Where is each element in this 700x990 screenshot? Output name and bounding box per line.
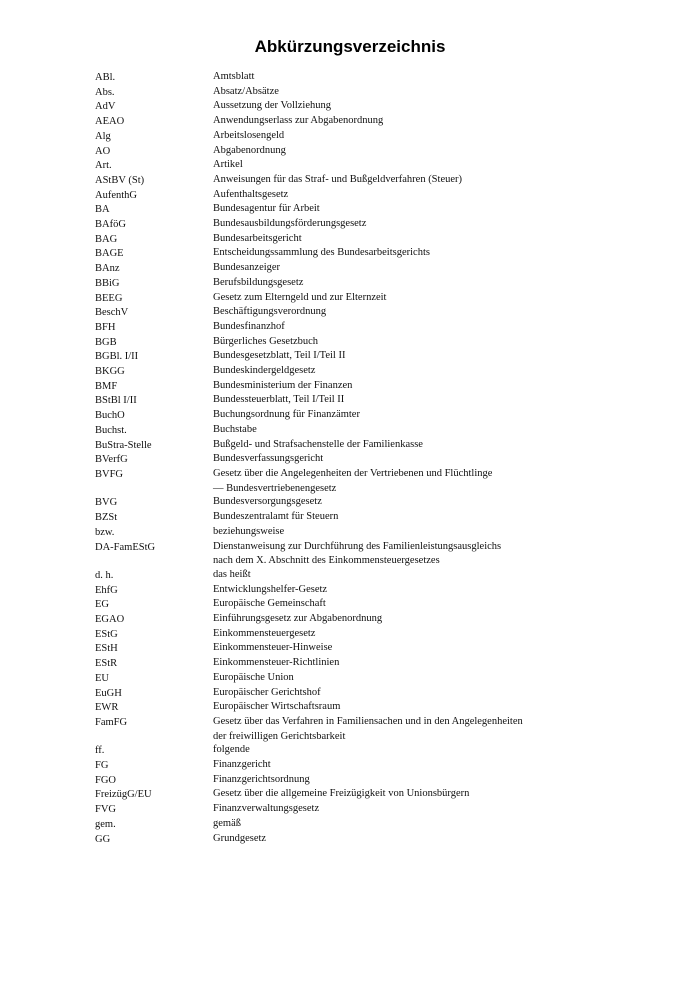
abbreviation-entry (95, 613, 615, 628)
meaning-line: Bundessteuerblatt, Teil I/Teil II (213, 394, 345, 406)
abbreviation-entry (95, 306, 615, 321)
meaning-line: Bundesanzeiger (213, 262, 281, 274)
abbreviation-entry (95, 833, 615, 848)
abbreviation-meaning (213, 627, 615, 643)
abbreviation-term: AEAO (95, 116, 125, 128)
abbreviation-meaning (213, 787, 615, 803)
meaning-line: nach dem X. Abschnitt des Einkommensteuergesetzes (213, 555, 440, 567)
abbreviation-meaning (213, 335, 615, 351)
abbreviation-term: BGBl. I/II (95, 351, 139, 363)
abbreviation-term: BeschV (95, 307, 129, 319)
abbreviation-term: BuStra-Stelle (95, 439, 152, 451)
abbreviation-entry (95, 598, 615, 613)
abbreviation-term: EStR (95, 658, 118, 670)
abbreviation-term: BVerfG (95, 454, 128, 466)
abbreviation-term: BVG (95, 497, 118, 509)
abbreviation-term: Art. (95, 160, 112, 172)
meaning-line: Berufsbildungsgesetz (213, 276, 304, 288)
abbreviation-term: BAG (95, 233, 118, 245)
abbreviation-term: EhfG (95, 584, 118, 596)
meaning-line: Finanzgericht (213, 759, 271, 771)
abbreviation-entry (95, 277, 615, 292)
abbreviation-entry (95, 759, 615, 774)
abbreviation-entry (95, 788, 615, 803)
abbreviation-term: EU (95, 672, 109, 684)
abbreviation-meaning (213, 291, 615, 307)
abbreviation-term: BStBl I/II (95, 395, 137, 407)
meaning-line: Gesetz über die allgemeine Freizügigkeit von Unionsbürgern (213, 788, 470, 800)
abbreviation-meaning (213, 540, 615, 569)
abbreviation-term: FreizügG/EU (95, 789, 152, 801)
abbreviation-meaning (213, 686, 615, 702)
abbreviation-term: EStG (95, 628, 118, 640)
abbreviation-term: EWR (95, 702, 119, 714)
abbreviation-entry (95, 672, 615, 687)
abbreviation-term: BEEG (95, 292, 123, 304)
abbreviation-entry (95, 642, 615, 657)
abbreviation-list (95, 71, 615, 847)
meaning-line: Absatz/Absätze (213, 85, 279, 97)
abbreviation-term: Buchst. (95, 424, 127, 436)
meaning-line: Entscheidungssammlung des Bundesarbeitsgerichts (213, 247, 430, 259)
abbreviation-meaning (213, 495, 615, 511)
abbreviation-term: EuGH (95, 687, 122, 699)
abbreviation-meaning (213, 743, 615, 759)
abbreviation-meaning (213, 802, 615, 818)
meaning-line: Aufenthaltsgesetz (213, 188, 289, 200)
abbreviation-entry (95, 145, 615, 160)
meaning-line: Anwendungserlass zur Abgabenordnung (213, 115, 384, 127)
abbreviation-term: BAnz (95, 263, 120, 275)
abbreviation-meaning (213, 408, 615, 424)
abbreviation-meaning (213, 817, 615, 833)
abbreviation-term: d. h. (95, 569, 114, 581)
abbreviation-entry (95, 744, 615, 759)
meaning-line: Einführungsgesetz zur Abgabenordnung (213, 613, 383, 625)
abbreviation-entry (95, 511, 615, 526)
abbreviation-term: Alg (95, 130, 111, 142)
abbreviation-entry (95, 701, 615, 716)
abbreviation-meaning (213, 568, 615, 584)
abbreviation-term: EGAO (95, 614, 125, 626)
meaning-line: Bundeszentralamt für Steuern (213, 511, 339, 523)
abbreviation-entry (95, 584, 615, 599)
abbreviation-entry (95, 409, 615, 424)
abbreviation-entry (95, 86, 615, 101)
abbreviation-meaning (213, 612, 615, 628)
meaning-line: Gesetz über das Verfahren in Familiensachen und in den Angelegenheiten (213, 715, 523, 727)
meaning-line: Arbeitslosengeld (213, 129, 285, 141)
abbreviation-entry (95, 71, 615, 86)
abbreviation-entry (95, 292, 615, 307)
abbreviation-meaning (213, 758, 615, 774)
abbreviation-term: EStH (95, 643, 118, 655)
abbreviation-meaning (213, 173, 615, 189)
abbreviation-term: FVG (95, 804, 117, 816)
meaning-line: Buchstabe (213, 423, 257, 435)
meaning-line: beziehungsweise (213, 525, 285, 537)
abbreviation-meaning (213, 349, 615, 365)
abbreviation-entry (95, 803, 615, 818)
abbreviation-meaning (213, 158, 615, 174)
abbreviation-meaning (213, 773, 615, 789)
abbreviation-entry (95, 115, 615, 130)
abbreviation-entry (95, 439, 615, 454)
abbreviation-term: BAGE (95, 248, 124, 260)
abbreviation-entry (95, 628, 615, 643)
abbreviation-meaning (213, 656, 615, 672)
abbreviation-term: AO (95, 145, 111, 157)
abbreviation-meaning (213, 423, 615, 439)
meaning-line: Europäischer Wirtschaftsraum (213, 701, 341, 713)
meaning-line: gemäß (213, 817, 241, 829)
abbreviation-entry (95, 218, 615, 233)
abbreviation-entry (95, 203, 615, 218)
abbreviation-entry (95, 774, 615, 789)
abbreviation-meaning (213, 525, 615, 541)
abbreviation-entry (95, 159, 615, 174)
abbreviation-entry (95, 233, 615, 248)
meaning-line: Gesetz über die Angelegenheiten der Vertriebenen und Flüchtlinge (213, 467, 493, 479)
abbreviation-term: AdV (95, 101, 116, 113)
abbreviation-meaning (213, 438, 615, 454)
meaning-line: Artikel (213, 159, 243, 171)
meaning-line: Bundesversorgungsgesetz (213, 496, 322, 508)
meaning-line: Einkommensteuer-Richtlinien (213, 657, 340, 669)
meaning-line: Bundesgesetzblatt, Teil I/Teil II (213, 350, 346, 362)
meaning-line: Europäische Gemeinschaft (213, 598, 326, 610)
meaning-line: Aussetzung der Vollziehung (213, 100, 332, 112)
abbreviation-meaning (213, 641, 615, 657)
abbreviation-term: BMF (95, 380, 118, 392)
abbreviation-term: BZSt (95, 512, 118, 524)
meaning-line: Bundesministerium der Finanzen (213, 379, 353, 391)
abbreviation-meaning (213, 261, 615, 277)
abbreviation-meaning (213, 202, 615, 218)
abbreviation-meaning (213, 700, 615, 716)
meaning-line: Bundesausbildungsförderungsgesetz (213, 218, 367, 230)
meaning-line: Bußgeld- und Strafsachenstelle der Familienkasse (213, 438, 423, 450)
abbreviation-entry (95, 569, 615, 584)
abbreviation-meaning (213, 379, 615, 395)
abbreviation-meaning (213, 70, 615, 86)
abbreviation-entry (95, 365, 615, 380)
meaning-line: Anweisungen für das Straf- und Bußgeldverfahren (Steuer) (213, 173, 463, 185)
meaning-line: Europäischer Gerichtshof (213, 686, 321, 698)
meaning-line: Bundesagentur für Arbeit (213, 203, 320, 215)
abbreviation-entry (95, 687, 615, 702)
abbreviation-entry (95, 468, 615, 496)
abbreviation-term: BAföG (95, 219, 126, 231)
abbreviation-meaning (213, 467, 615, 496)
abbreviation-meaning (213, 832, 615, 848)
abbreviation-entry (95, 174, 615, 189)
abbreviation-entry (95, 100, 615, 115)
meaning-line: Europäische Union (213, 671, 294, 683)
abbreviation-meaning (213, 305, 615, 321)
abbreviation-meaning (213, 597, 615, 613)
meaning-line: Gesetz zum Elterngeld und zur Elternzeit (213, 291, 387, 303)
abbreviation-term: GG (95, 833, 111, 845)
abbreviation-term: Abs. (95, 86, 115, 98)
meaning-line: Beschäftigungsverordnung (213, 306, 327, 318)
abbreviation-term: ABl. (95, 72, 116, 83)
abbreviation-entry (95, 380, 615, 395)
meaning-line: der freiwilligen Gerichtsbarkeit (213, 730, 346, 742)
abbreviation-entry (95, 262, 615, 277)
meaning-line: Bundeskindergeldgesetz (213, 365, 316, 377)
abbreviation-meaning (213, 715, 615, 744)
abbreviation-meaning (213, 99, 615, 115)
abbreviation-term: BFH (95, 321, 116, 333)
meaning-line: Grundgesetz (213, 832, 267, 844)
abbreviation-meaning (213, 232, 615, 248)
abbreviation-term: BVFG (95, 468, 124, 480)
abbreviation-meaning (213, 129, 615, 145)
abbreviation-meaning (213, 393, 615, 409)
abbreviation-entry (95, 321, 615, 336)
abbreviation-term: FamFG (95, 716, 128, 728)
meaning-line: Entwicklungshelfer-Gesetz (213, 583, 328, 595)
abbreviation-meaning (213, 364, 615, 380)
meaning-line: folgende (213, 744, 250, 756)
abbreviation-meaning (213, 671, 615, 687)
abbreviation-term: BuchO (95, 410, 125, 422)
abbreviation-term: gem. (95, 818, 116, 830)
abbreviation-entry (95, 350, 615, 365)
abbreviation-term: BBiG (95, 277, 120, 289)
abbreviation-meaning (213, 217, 615, 233)
abbreviation-entry (95, 394, 615, 409)
abbreviation-term: BA (95, 204, 110, 216)
meaning-line: Einkommensteuergesetz (213, 627, 316, 639)
abbreviation-meaning (213, 114, 615, 130)
page-title: Abkürzungsverzeichnis (254, 37, 446, 56)
abbreviation-meaning (213, 144, 615, 160)
abbreviation-entry (95, 336, 615, 351)
abbreviation-entry (95, 453, 615, 468)
abbreviation-entry (95, 541, 615, 569)
abbreviation-term: EG (95, 599, 109, 611)
abbreviation-meaning (213, 188, 615, 204)
meaning-line: — Bundesvertriebenengesetz (213, 482, 337, 494)
abbreviation-entry (95, 247, 615, 262)
meaning-line: das heißt (213, 568, 251, 580)
meaning-line: Amtsblatt (213, 71, 255, 82)
abbreviation-entry (95, 657, 615, 672)
abbreviation-term: AStBV (St) (95, 174, 145, 186)
abbreviation-term: ff. (95, 745, 105, 757)
meaning-line: Bürgerliches Gesetzbuch (213, 335, 319, 347)
meaning-line: Dienstanweisung zur Durchführung des Familienleistungsausgleichs (213, 540, 502, 552)
abbreviation-entry (95, 496, 615, 511)
abbreviation-term: FGO (95, 774, 117, 786)
abbreviation-meaning (213, 583, 615, 599)
abbreviation-entry (95, 716, 615, 744)
abbreviation-meaning (213, 320, 615, 336)
abbreviation-term: DA-FamEStG (95, 541, 156, 553)
abbreviation-meaning (213, 85, 615, 101)
meaning-line: Bundesfinanzhof (213, 320, 285, 332)
meaning-line: Bundesarbeitsgericht (213, 232, 302, 244)
meaning-line: Buchungsordnung für Finanzämter (213, 409, 360, 421)
meaning-line: Einkommensteuer-Hinweise (213, 642, 333, 654)
abbreviation-term: BKGG (95, 366, 125, 378)
meaning-line: Finanzgerichtsordnung (213, 773, 310, 785)
abbreviation-meaning (213, 510, 615, 526)
meaning-line: Bundesverfassungsgericht (213, 453, 324, 465)
abbreviation-entry (95, 189, 615, 204)
abbreviation-term: AufenthG (95, 189, 137, 201)
abbreviation-meaning (213, 276, 615, 292)
abbreviation-entry (95, 424, 615, 439)
abbreviation-meaning (213, 452, 615, 468)
abbreviation-entry (95, 818, 615, 833)
abbreviation-entry (95, 526, 615, 541)
abbreviation-term: FG (95, 760, 109, 772)
abbreviation-meaning (213, 246, 615, 262)
abbreviation-entry (95, 130, 615, 145)
abbreviation-term: BGB (95, 336, 117, 348)
meaning-line: Abgabenordnung (213, 144, 286, 156)
abbreviation-term: bzw. (95, 526, 115, 538)
meaning-line: Finanzverwaltungsgesetz (213, 803, 320, 815)
